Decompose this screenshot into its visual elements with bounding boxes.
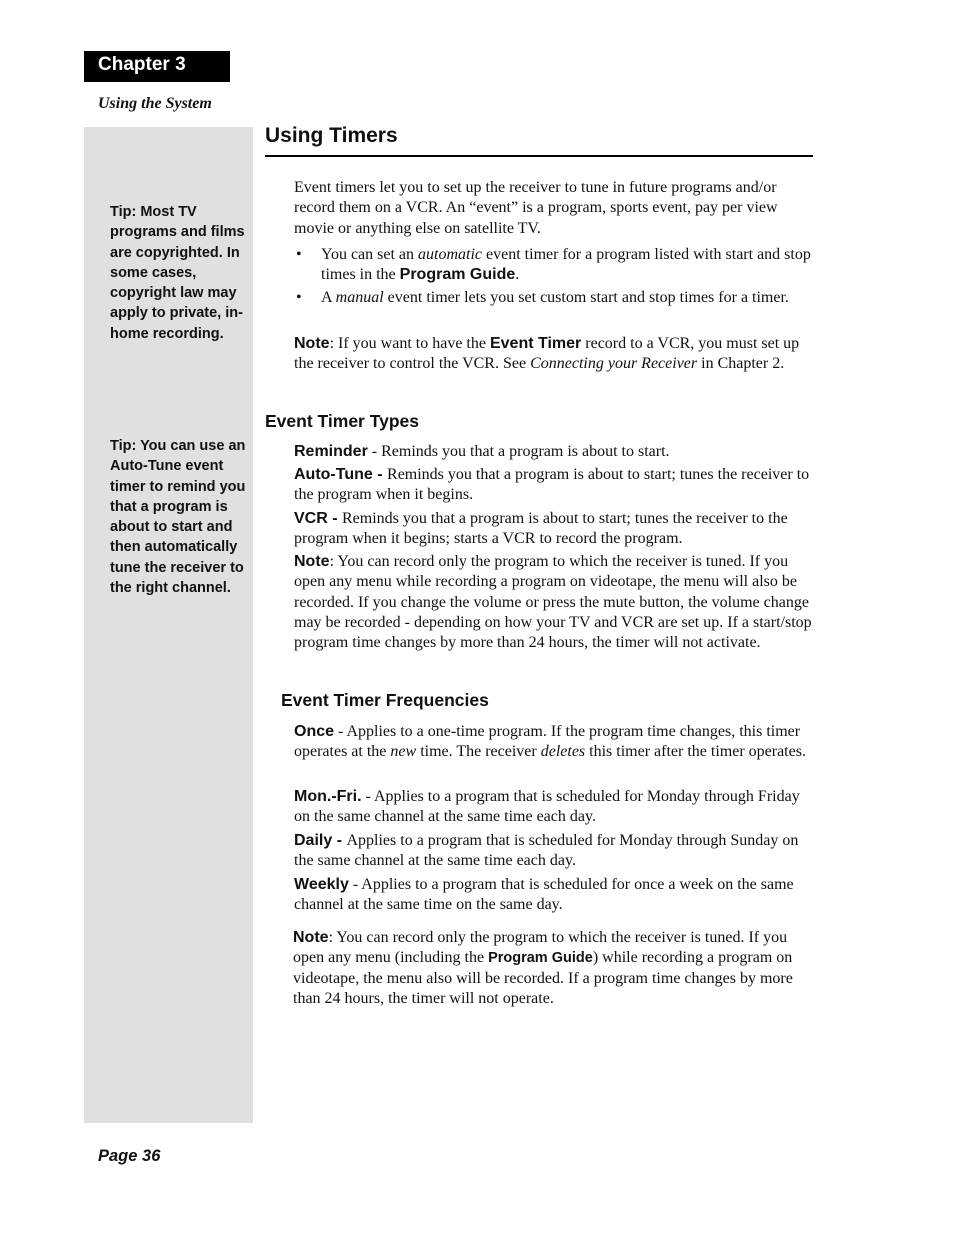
closing-note: Note: You can record only the program to which the receiver is tuned. If you open any menu (including the Program Guide) while recording a program on videotape, the menu also will be recorded. If a program time changes by more than 24 hours, the timer will not operate. — [293, 929, 793, 1007]
section-label: Using the System — [98, 95, 212, 112]
frequency-mon-fri: Mon.-Fri. - Applies to a program that is scheduled for Monday through Friday on the same channel at the same time each day. — [294, 788, 800, 826]
list-item: • You can set an automatic event timer for a program listed with start and stop times in the Program Guide. — [296, 246, 811, 284]
frequency-weekly: Weekly - Applies to a program that is scheduled for once a week on the same channel at the same time on the same day. — [294, 876, 794, 914]
timer-type-vcr: VCR - Reminds you that a program is about to start; tunes the receiver to the program when it begins; starts a VCR to record the program. — [294, 510, 788, 548]
note-paragraph: Note: If you want to have the Event Timer record to a VCR, you must set up the receiver to control the VCR. See Connecting your Receiver in Chapter 2. — [294, 335, 800, 373]
tip-copyright: Tip: Most TV programs and films are copyrighted. In some cases, copyright law may apply to private, in-home recording. — [110, 204, 245, 342]
page-number: Page 36 — [98, 1147, 161, 1165]
section-heading-frequencies: Event Timer Frequencies — [281, 690, 489, 710]
types-note: Note: You can record only the program to which the receiver is tuned. If you open any menu while recording a program on videotape, the menu will also be recorded. If you change the volume or press the mute button, the volume change may be recorded - depending on how your TV and VCR are set up. If a start/stop program time changes by more than 24 hours, the timer will not activate. — [294, 553, 812, 652]
bullet-icon: • — [296, 246, 302, 263]
frequency-once: Once - Applies to a one-time program. If the program time changes, this timer operates at the new time. The receiver deletes this timer after the timer operates. — [294, 723, 806, 761]
list-item: • A manual event timer lets you set custom start and stop times for a timer. — [294, 288, 814, 308]
page-title: Using Timers — [265, 123, 813, 157]
chapter-tab: Chapter 3 — [84, 51, 230, 82]
tip-auto-tune: Tip: You can use an Auto-Tune event timer to remind you that a program is about to start and then automatically tune the receiver to the right channel. — [110, 438, 246, 597]
bullet-list — [294, 245, 814, 308]
frequency-daily: Daily - Applies to a program that is scheduled for Monday through Sunday on the same channel at the same time each day. — [294, 832, 799, 870]
timer-type-auto-tune: Auto-Tune - Reminds you that a program is about to start; tunes the receiver to the program when it begins. — [294, 466, 810, 504]
intro-paragraph: Event timers let you to set up the receiver to tune in future programs and/or record them on a VCR. An “event” is a program, sports event, pay per view movie or anything else on satellite TV. — [294, 179, 778, 237]
bullet-icon: • — [296, 288, 302, 306]
section-heading-types: Event Timer Types — [265, 411, 419, 431]
timer-type-reminder: Reminder - Reminds you that a program is about to start. — [294, 443, 670, 460]
